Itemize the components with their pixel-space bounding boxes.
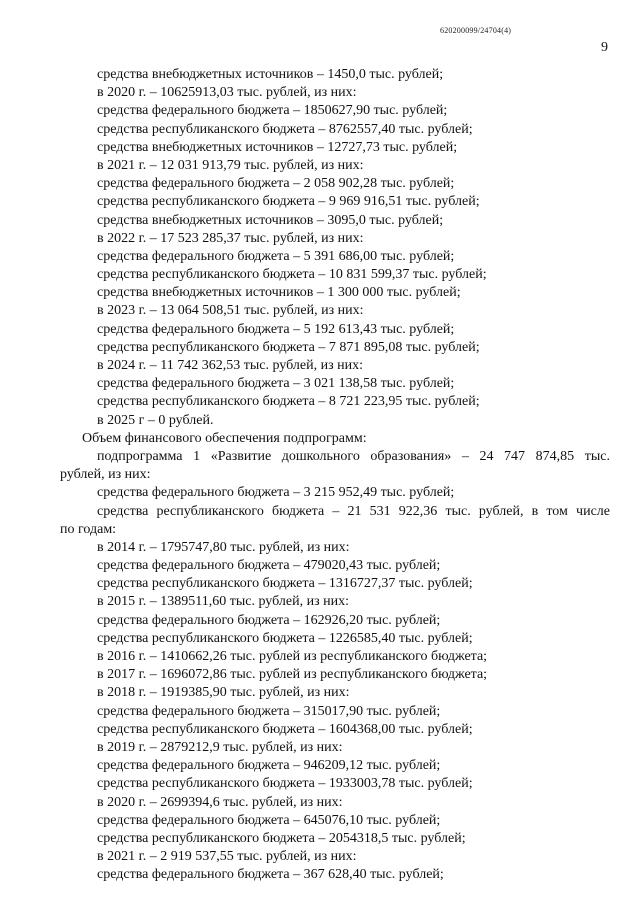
text-line: средства республиканского бюджета – 10 831 599,37 тыс. рублей; bbox=[97, 267, 487, 283]
text-line: средства федерального бюджета – 3 021 138,58 тыс. рублей; bbox=[97, 376, 455, 392]
text-line: средства федерального бюджета – 1850627,90 тыс. рублей; bbox=[97, 103, 448, 119]
text-line: в 2021 г. – 2 919 537,55 тыс. рублей, из них: bbox=[97, 849, 357, 865]
text-line: средства федерального бюджета – 2 058 902,28 тыс. рублей; bbox=[97, 176, 455, 192]
text-line: средства республиканского бюджета – 8 721 223,95 тыс. рублей; bbox=[97, 394, 480, 410]
text-line: средства республиканского бюджета – 2054318,5 тыс. рублей; bbox=[97, 830, 466, 846]
text-line: средства республиканского бюджета – 1226585,40 тыс. рублей; bbox=[97, 630, 473, 646]
text-line: средства внебюджетных источников – 12727,73 тыс. рублей; bbox=[97, 139, 458, 155]
text-line: Объем финансового обеспечения подпрограмм: bbox=[82, 430, 367, 446]
text-line: средства федерального бюджета – 315017,90 тыс. рублей; bbox=[97, 703, 441, 719]
text-line: средства федерального бюджета – 479020,43 тыс. рублей; bbox=[97, 558, 441, 574]
text-line: в 2014 г. – 1795747,80 тыс. рублей, из них: bbox=[97, 539, 350, 555]
document-body bbox=[60, 66, 610, 884]
text-line: в 2023 г. – 13 064 508,51 тыс. рублей, из них: bbox=[97, 303, 364, 319]
text-line: рублей, из них: bbox=[60, 467, 151, 483]
text-line: средства республиканского бюджета – 1316727,37 тыс. рублей; bbox=[97, 576, 473, 592]
text-line: средства республиканского бюджета – 21 531 922,36 тыс. рублей, в том числе bbox=[97, 503, 610, 519]
text-line: средства федерального бюджета – 5 391 686,00 тыс. рублей; bbox=[97, 248, 455, 264]
text-line: в 2019 г. – 2879212,9 тыс. рублей, из них: bbox=[97, 739, 343, 755]
text-line: средства федерального бюджета – 645076,10 тыс. рублей; bbox=[97, 812, 441, 828]
text-line: средства республиканского бюджета – 8762557,40 тыс. рублей; bbox=[97, 121, 473, 137]
text-line: средства республиканского бюджета – 9 969 916,51 тыс. рублей; bbox=[97, 194, 480, 210]
text-line: средства федерального бюджета – 162926,20 тыс. рублей; bbox=[97, 612, 441, 628]
text-line: средства республиканского бюджета – 1604368,00 тыс. рублей; bbox=[97, 721, 473, 737]
text-line: в 2025 г – 0 рублей. bbox=[97, 412, 214, 428]
text-line: подпрограмма 1 «Развитие дошкольного образования» – 24 747 874,85 тыс. bbox=[97, 448, 610, 464]
text-line: средства внебюджетных источников – 3095,0 тыс. рублей; bbox=[97, 212, 444, 228]
text-line: средства федерального бюджета – 946209,12 тыс. рублей; bbox=[97, 758, 441, 774]
text-line: средства федерального бюджета – 367 628,40 тыс. рублей; bbox=[97, 867, 444, 883]
text-line: в 2020 г. – 10625913,03 тыс. рублей, из них: bbox=[97, 85, 357, 101]
text-line: в 2021 г. – 12 031 913,79 тыс. рублей, из них: bbox=[97, 157, 364, 173]
text-line: в 2018 г. – 1919385,90 тыс. рублей, из них: bbox=[97, 685, 350, 701]
text-line: в 2017 г. – 1696072,86 тыс. рублей из республиканского бюджета; bbox=[97, 667, 488, 683]
text-line: средства внебюджетных источников – 1450,0 тыс. рублей; bbox=[97, 67, 444, 82]
text-line: в 2015 г. – 1389511,60 тыс. рублей, из них: bbox=[97, 594, 349, 610]
text-line: в 2020 г. – 2699394,6 тыс. рублей, из них: bbox=[97, 794, 343, 810]
text-line: средства федерального бюджета – 3 215 952,49 тыс. рублей; bbox=[97, 485, 455, 501]
text-line: средства республиканского бюджета – 1933003,78 тыс. рублей; bbox=[97, 776, 473, 792]
text-line: в 2022 г. – 17 523 285,37 тыс. рублей, из них: bbox=[97, 230, 364, 246]
page-number: 9 bbox=[601, 40, 608, 55]
document-code: 620200099/24704(4) bbox=[440, 26, 512, 35]
text-line: средства федерального бюджета – 5 192 613,43 тыс. рублей; bbox=[97, 321, 455, 337]
text-line: по годам: bbox=[60, 521, 117, 537]
text-line: средства внебюджетных источников – 1 300 000 тыс. рублей; bbox=[97, 285, 461, 301]
text-line: в 2016 г. – 1410662,26 тыс. рублей из республиканского бюджета; bbox=[97, 649, 488, 664]
text-line: в 2024 г. – 11 742 362,53 тыс. рублей, из них: bbox=[97, 358, 363, 373]
text-line: средства республиканского бюджета – 7 871 895,08 тыс. рублей; bbox=[97, 339, 480, 355]
